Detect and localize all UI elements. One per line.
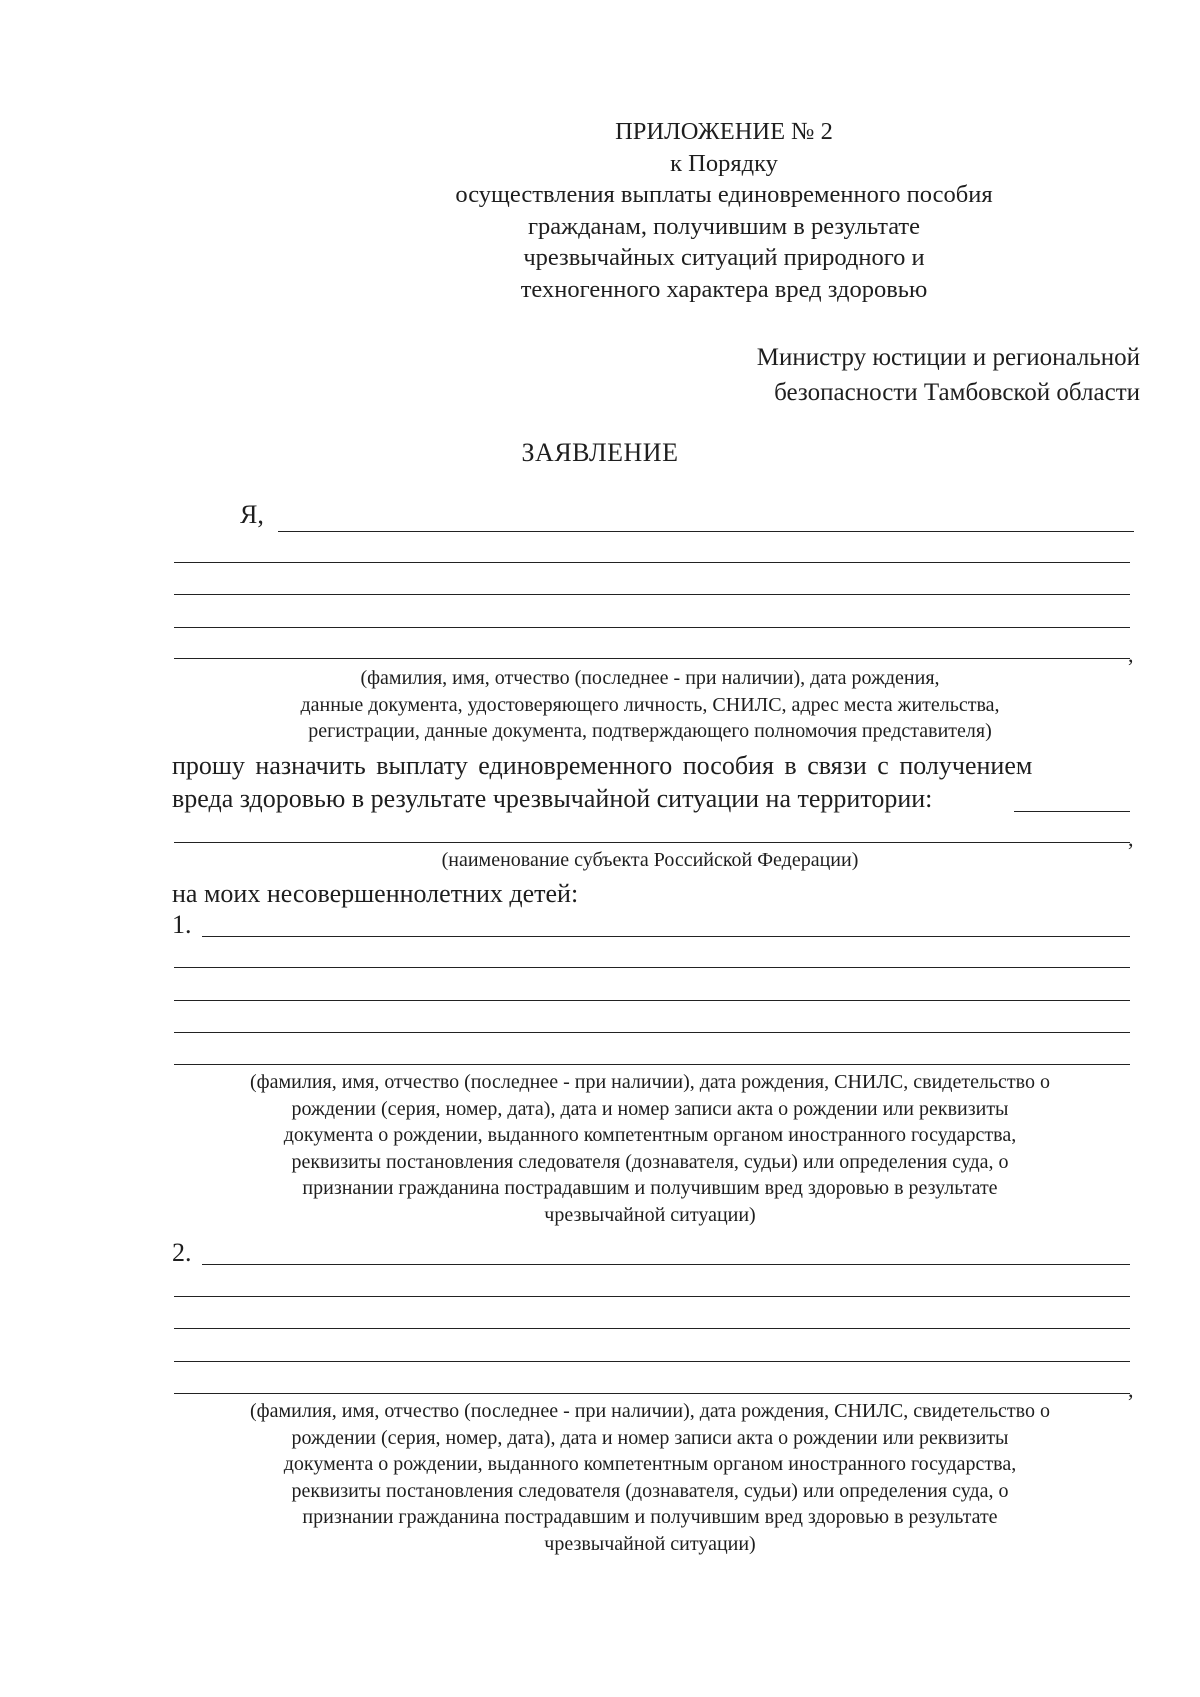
addressee-line: безопасности Тамбовской области	[774, 379, 1140, 406]
addressee	[600, 340, 1140, 410]
caption-line: регистрации, данные документа, подтверждающего полномочия представителя)	[308, 720, 992, 742]
territory-comma: ,	[1128, 826, 1134, 851]
caption-line: данные документа, удостоверяющего личность, СНИЛС, адрес места жительства,	[300, 693, 1000, 716]
children-heading: на моих несовершеннолетних детей:	[172, 879, 579, 908]
applicant-input-line-2[interactable]	[174, 562, 1130, 563]
appendix-line: чрезвычайных ситуаций природного и	[523, 244, 925, 271]
appendix-header	[455, 116, 1170, 305]
caption-line: реквизиты постановления следователя (дознавателя, судьи) или определения суда, о	[291, 1150, 1009, 1173]
request-line-2: вреда здоровью в результате чрезвычайной ситуации на территории:	[172, 784, 933, 813]
child-1-number: 1.	[172, 910, 192, 939]
caption-line: документа о рождении, выданного компетентным органом иностранного государства,	[283, 1124, 1017, 1146]
child-2-caption	[150, 1398, 1150, 1557]
caption-line: рождении (серия, номер, дата), дата и номер записи акта о рождении или реквизиты	[291, 1426, 1009, 1449]
child-1-input-line-5[interactable]	[174, 1064, 1130, 1065]
territory-input-line-2[interactable]	[174, 842, 1130, 843]
child-2-input-line-1[interactable]	[202, 1264, 1130, 1265]
addressee-line: Министру юстиции и региональной	[756, 344, 1140, 371]
caption-line: реквизиты постановления следователя (дознавателя, судьи) или определения суда, о	[291, 1479, 1009, 1502]
caption-line: признании гражданина пострадавшим и получившим вред здоровью в результате	[302, 1177, 998, 1199]
child-2-number: 2.	[172, 1238, 192, 1267]
child-2-input-line-4[interactable]	[174, 1361, 1130, 1362]
appendix-title: ПРИЛОЖЕНИЕ № 2	[615, 118, 833, 145]
applicant-input-line-5[interactable]	[174, 658, 1130, 659]
request-line-1: прошу назначить выплату единовременного пособия в связи с получением	[172, 751, 1033, 780]
caption-line: (фамилия, имя, отчество (последнее - при наличии), дата рождения, СНИЛС, свидетельство о	[250, 1071, 1050, 1093]
document-title: ЗАЯВЛЕНИЕ	[521, 438, 679, 467]
caption-line: чрезвычайной ситуации)	[544, 1532, 756, 1555]
caption-line: признании гражданина пострадавшим и получившим вред здоровью в результате	[302, 1506, 998, 1528]
child-1-input-line-1[interactable]	[202, 936, 1130, 937]
child-1-input-line-2[interactable]	[174, 967, 1130, 968]
child-2-input-line-3[interactable]	[174, 1328, 1130, 1329]
appendix-line: осуществления выплаты единовременного пособия	[455, 181, 993, 208]
caption-line: рождении (серия, номер, дата), дата и номер записи акта о рождении или реквизиты	[291, 1097, 1009, 1120]
child-1-input-line-4[interactable]	[174, 1032, 1130, 1033]
caption-line: чрезвычайной ситуации)	[544, 1203, 756, 1226]
child-1-input-line-3[interactable]	[174, 1000, 1130, 1001]
applicant-caption	[150, 665, 1150, 745]
child-2-comma: ,	[1128, 1377, 1134, 1402]
applicant-prefix: Я,	[240, 500, 264, 529]
caption-line: документа о рождении, выданного компетентным органом иностранного государства,	[283, 1453, 1017, 1475]
applicant-comma: ,	[1128, 642, 1134, 667]
appendix-line: гражданам, получившим в результате	[527, 212, 921, 240]
territory-input-line-1[interactable]	[1014, 811, 1130, 812]
applicant-input-line-1[interactable]	[278, 531, 1134, 532]
applicant-input-line-4[interactable]	[174, 627, 1130, 628]
caption-line: (фамилия, имя, отчество (последнее - при наличии), дата рождения, СНИЛС, свидетельство о	[250, 1400, 1050, 1422]
caption-line: (фамилия, имя, отчество (последнее - при наличии), дата рождения,	[360, 667, 940, 689]
applicant-input-line-3[interactable]	[174, 594, 1130, 595]
territory-caption: (наименование субъекта Российской Федерации)	[441, 849, 859, 871]
child-2-input-line-2[interactable]	[174, 1296, 1130, 1297]
child-2-input-line-5[interactable]	[174, 1393, 1130, 1394]
child-1-caption	[150, 1069, 1150, 1228]
appendix-line: техногенного характера вред здоровью	[520, 275, 928, 303]
appendix-line: к Порядку	[670, 149, 778, 177]
